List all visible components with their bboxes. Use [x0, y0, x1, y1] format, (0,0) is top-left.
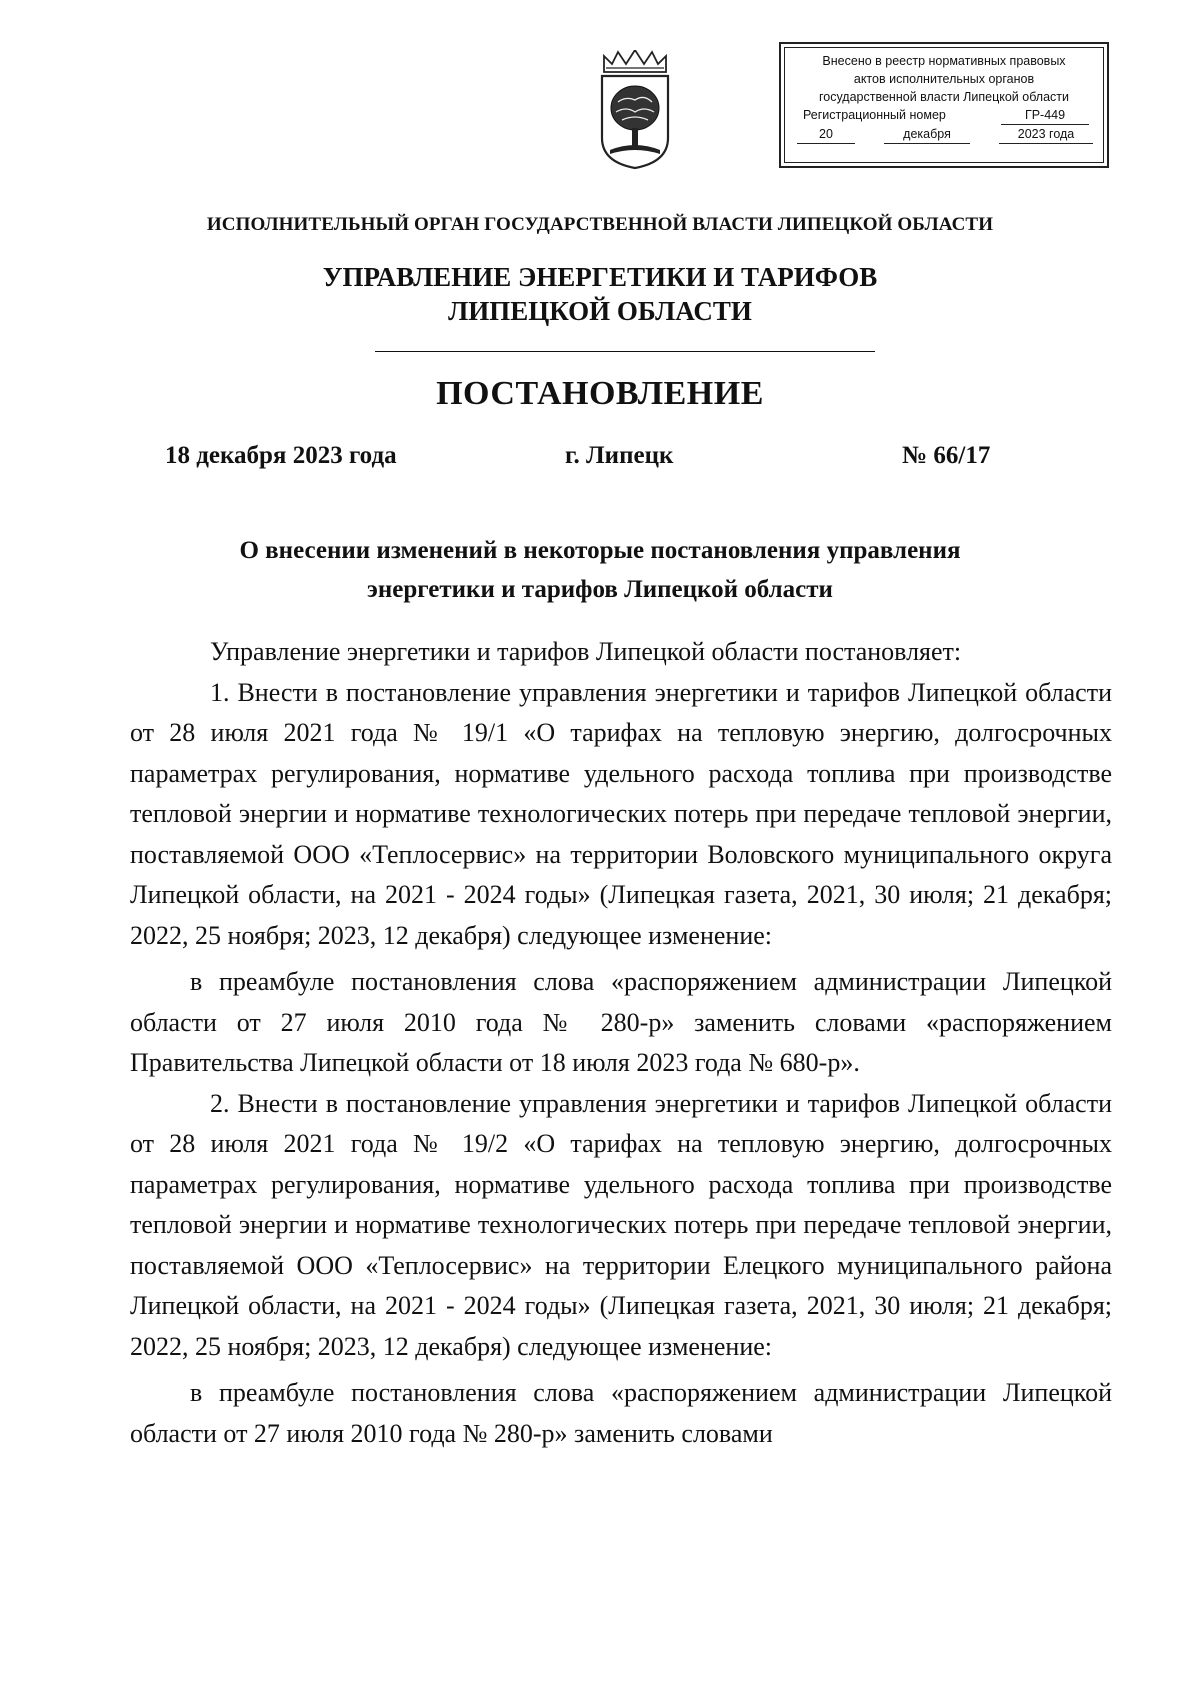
document-type: ПОСТАНОВЛЕНИЕ [436, 375, 764, 412]
department-name [0, 260, 1200, 328]
department-name-line-1: УПРАВЛЕНИЕ ЭНЕРГЕТИКИ И ТАРИФОВ [322, 262, 878, 292]
stamp-reg-label: Регистрационный номер [803, 108, 946, 122]
paragraph-1-amendment: в преамбуле постановления слова «распоряжением администрации Липецкой области от 27 июля 2010 года № 280-р» заменить словами «распоряжением Правительства Липецкой области от 18 июля 2023 года № 680-р». [130, 967, 1112, 1077]
subject-line-1: О внесении изменений в некоторые постановления управления [239, 537, 961, 564]
document-number: № 66/17 [902, 442, 991, 469]
registration-stamp [779, 42, 1109, 168]
issuing-organization: ИСПОЛНИТЕЛЬНЫЙ ОРГАН ГОСУДАРСТВЕННОЙ ВЛАСТИ ЛИПЕЦКОЙ ОБЛАСТИ [206, 214, 994, 235]
department-name-line-2: ЛИПЕЦКОЙ ОБЛАСТИ [448, 296, 752, 326]
stamp-year: 2023 года [999, 125, 1093, 144]
stamp-date-row [781, 125, 1107, 144]
stamp-month: декабря [884, 125, 970, 144]
stamp-registration-row [781, 106, 1107, 125]
paragraph-2-amendment: в преамбуле постановления слова «распоряжением администрации Липецкой области от 27 июля 2010 года № 280-р» заменить словами [130, 1378, 1112, 1448]
document-body [130, 632, 1112, 1454]
document-subject [0, 531, 1200, 609]
document-date: 18 декабря 2023 года [165, 442, 397, 469]
intro-paragraph: Управление энергетики и тарифов Липецкой области постановляет: [210, 637, 962, 666]
stamp-line-2: актов исполнительных органов [853, 72, 1035, 86]
document-city: г. Липецк [565, 442, 674, 469]
coat-of-arms-icon [596, 50, 674, 170]
stamp-line-1: Внесено в реестр нормативных правовых [822, 54, 1066, 68]
stamp-day: 20 [797, 125, 855, 144]
paragraph-2: 2. Внести в постановление управления энергетики и тарифов Липецкой области от 28 июля 2021 года № 19/2 «О тарифах на тепловую энергию, долгосрочных параметрах регулирования, нормативе удельного расхода топлива при производстве тепловой энергии и нормативе технологических потерь при передаче тепловой энергии, поставляемой ООО «Теплосервис» на территории Елецкого муниципального района Липецкой области, на 2021 - 2024 годы» (Липецкая газета, 2021, 30 июля; 21 декабря; 2022, 25 ноября; 2023, 12 декабря) следующее изменение: [130, 1088, 1112, 1361]
stamp-reg-number: ГР-449 [1001, 106, 1089, 125]
paragraph-1: 1. Внести в постановление управления энергетики и тарифов Липецкой области от 28 июля 2021 года № 19/1 «О тарифах на тепловую энергию, долгосрочных параметрах регулирования, нормативе удельного расхода топлива при производстве тепловой энергии и нормативе технологических потерь при передаче тепловой энергии, поставляемой ООО «Теплосервис» на территории Воловского муниципального округа Липецкой области, на 2021 - 2024 годы» (Липецкая газета, 2021, 30 июля; 21 декабря; 2022, 25 ноября; 2023, 12 декабря) следующее изменение: [130, 677, 1112, 950]
header-divider [375, 351, 875, 352]
stamp-line-3: государственной власти Липецкой области [818, 90, 1070, 104]
subject-line-2: энергетики и тарифов Липецкой области [367, 576, 833, 603]
